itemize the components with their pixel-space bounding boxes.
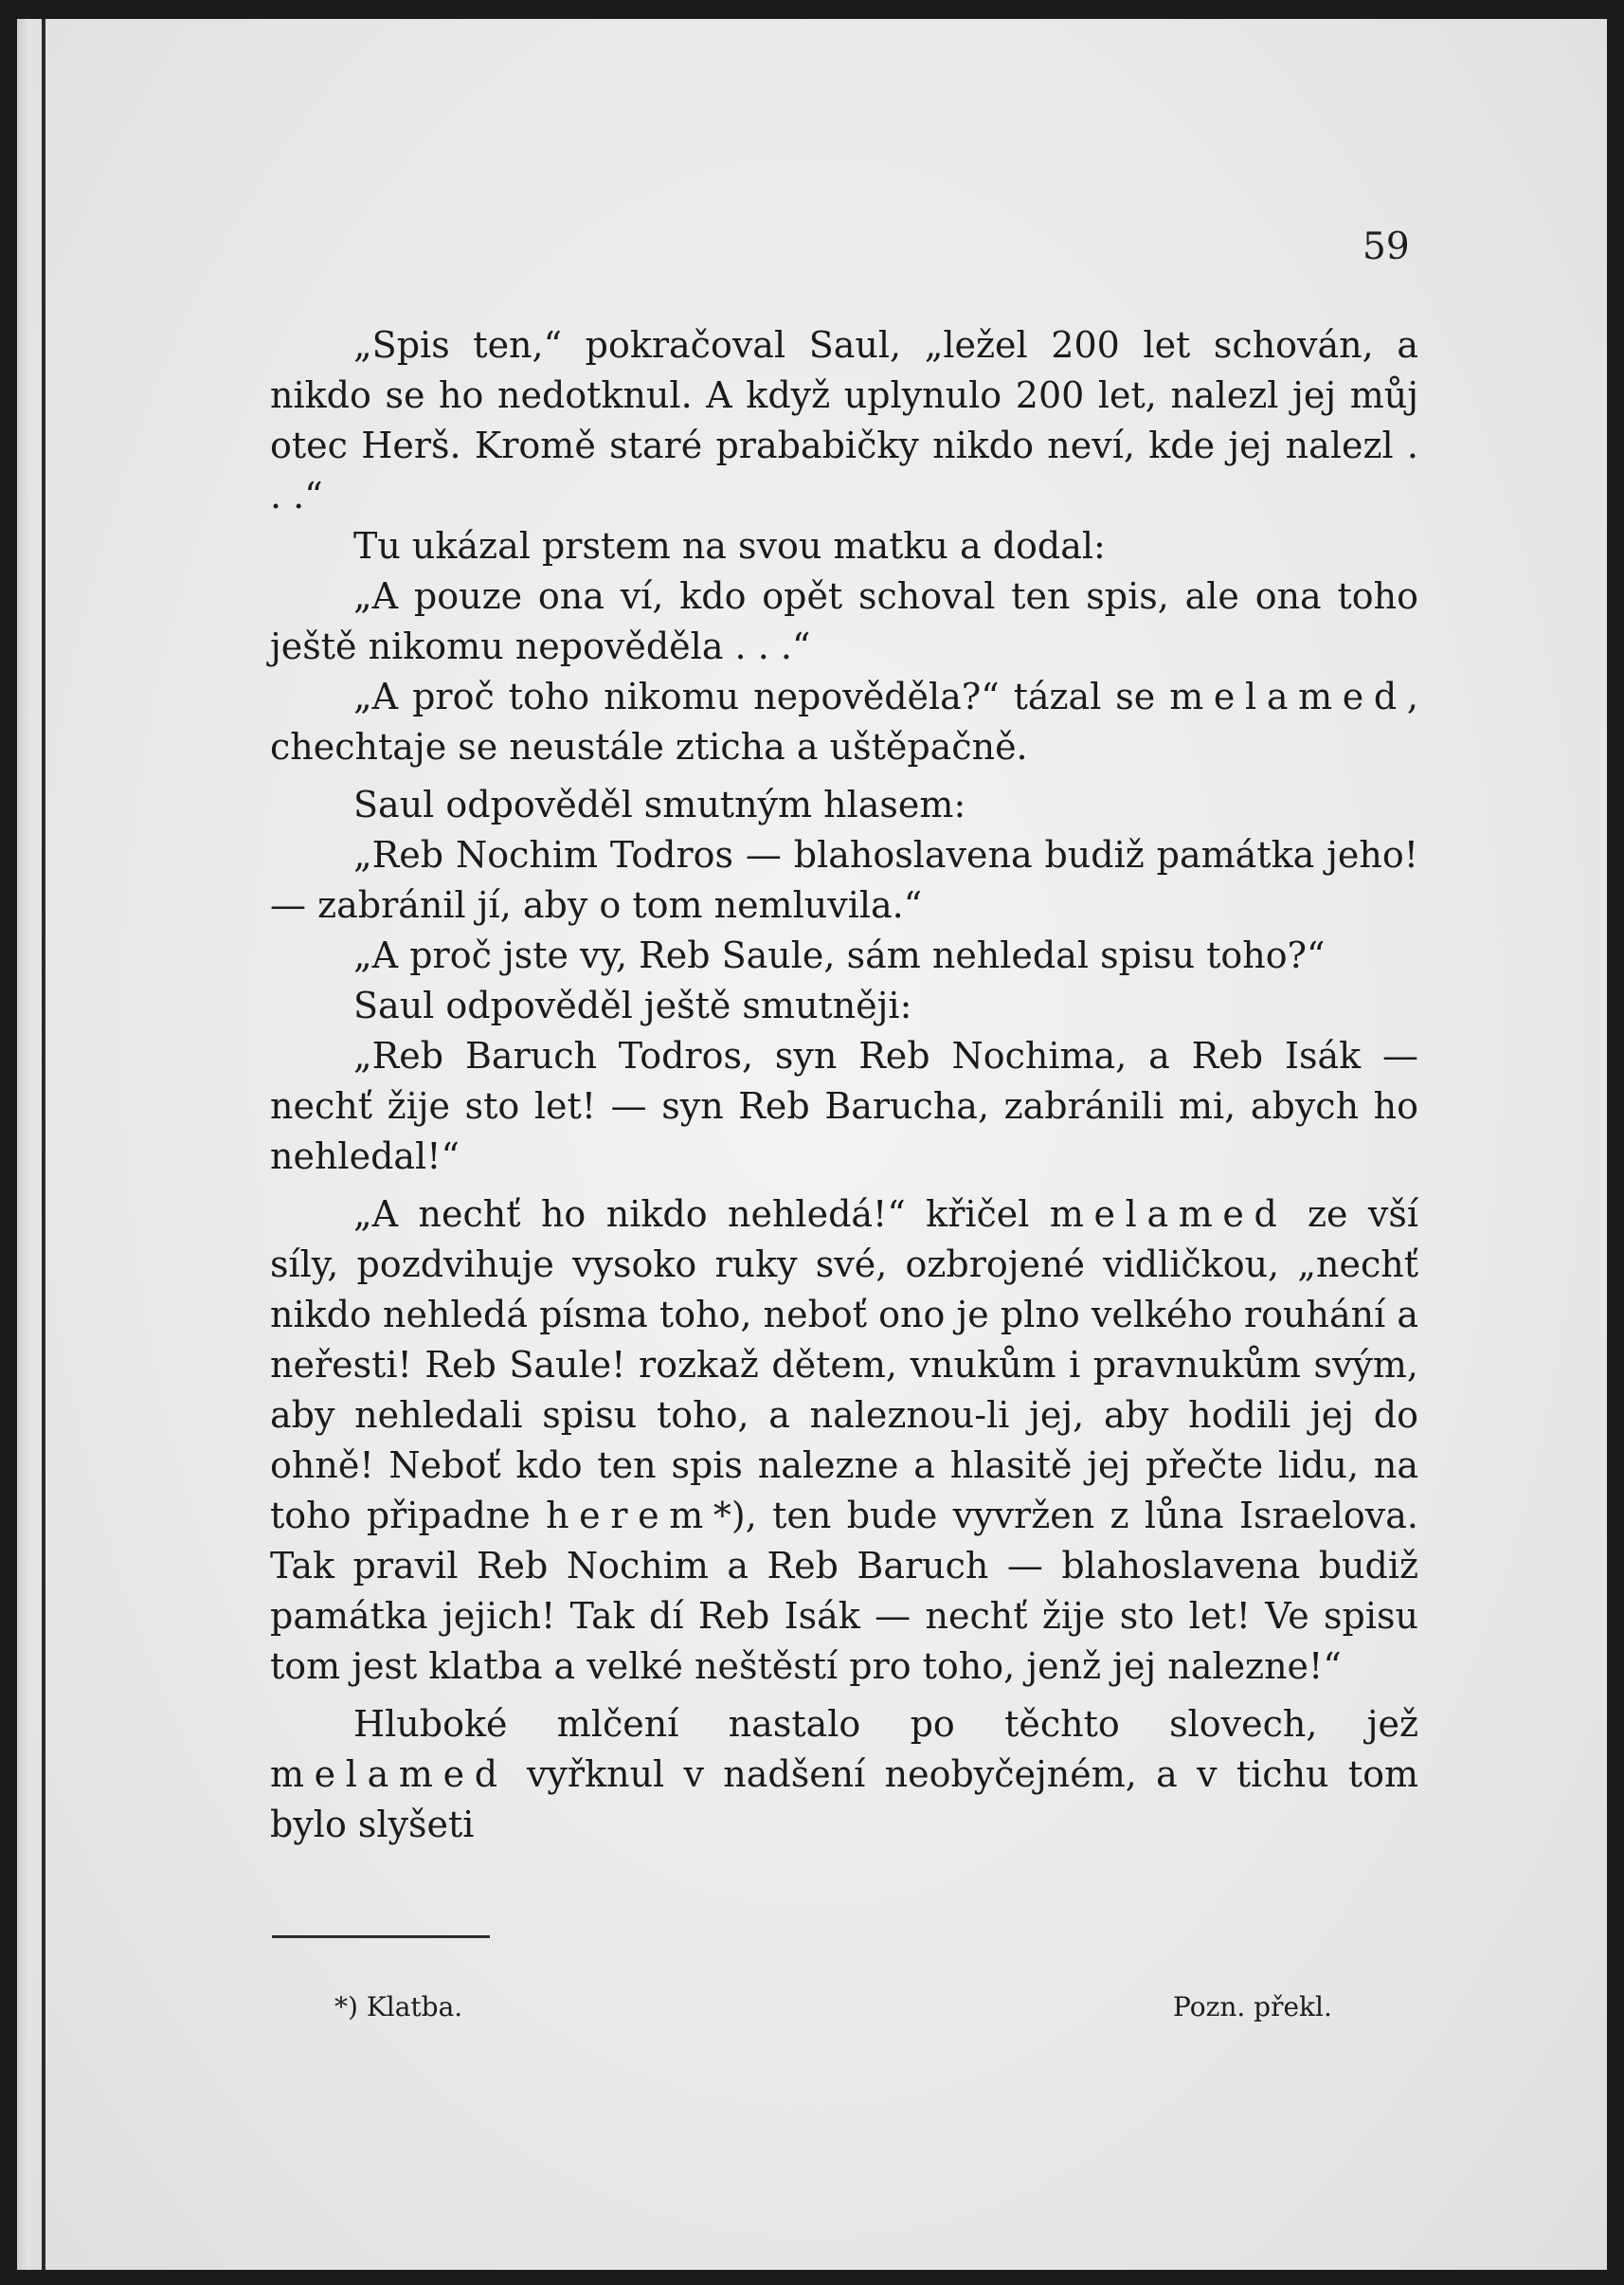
text-run: , chechtaje se neustále zticha a uštěpačně. xyxy=(270,676,1418,768)
text-run: *), ten bude vyvržen z lůna Israelova. Tak pravil Reb Nochim a Reb Baruch — blahoslavena budiž památka jejich! Tak dí Reb Isák — nechť žije sto let! Ve spisu tom jest klatba a velké neštěstí pro toho, jenž jej nalezne!“ xyxy=(270,1495,1418,1687)
translator-note: Pozn. překl. xyxy=(1173,1991,1332,2022)
text-run: Saul odpověděl ještě smutněji: xyxy=(353,985,912,1026)
text-run: „Spis ten,“ pokračoval Saul, „ležel 200 let schován, a nikdo se ho nedotknul. A když uplynulo 200 let, nalezl jej můj otec Herš. Kromě staré prababičky nikdo neví, kde jej nalezl . . .“ xyxy=(270,324,1418,517)
paragraph xyxy=(270,320,1418,521)
page-number: 59 xyxy=(1362,226,1410,268)
text-run: „A pouze ona ví, kdo opět schoval ten spis, ale ona toho ještě nikomu nepověděla . . .“ xyxy=(270,575,1418,667)
paragraph xyxy=(270,521,1418,571)
text-run: „Reb Baruch Todros, syn Reb Nochima, a Reb Isák — nechť žije sto let! — syn Reb Barucha, zabránili mi, abych ho nehledal!“ xyxy=(270,1035,1418,1177)
text-run: „A nechť ho nikdo nehledá!“ křičel xyxy=(353,1193,1050,1235)
text-run: ze vší síly, pozdvihuje vysoko ruky své, ozbrojené vidličkou, „nechť nikdo nehledá písma toho, neboť ono je plno velkého rouhání a neřesti! Reb Saule! rozkaž dětem, vnukům i pravnukům svým, aby nehledali spisu toho, a naleznou-li jej, aby hodili jej do ohně! Neboť kdo ten spis nalezne a hlasitě jej přečte lidu, na toho připadne xyxy=(270,1193,1418,1536)
paragraph xyxy=(270,1699,1418,1850)
spaced-emphasis: herem xyxy=(546,1495,713,1536)
paragraph xyxy=(270,780,1418,830)
spaced-emphasis: melamed xyxy=(270,1753,508,1795)
book-page xyxy=(17,19,1607,2270)
page-edge xyxy=(17,19,30,2270)
text-run: vyřknul v nadšení neobyčejném, a v tichu tom bylo slyšeti xyxy=(270,1753,1418,1845)
text-run: Tu ukázal prstem na svou matku a dodal: xyxy=(353,525,1106,567)
text-run: Saul odpověděl smutným hlasem: xyxy=(353,784,966,825)
paragraph xyxy=(270,571,1418,672)
paragraph xyxy=(270,931,1418,981)
paragraph xyxy=(270,830,1418,931)
footnote-text: *) Klatba. xyxy=(334,1991,463,2022)
footnote-divider xyxy=(272,1935,490,1938)
text-run: „A proč toho nikomu nepověděla?“ tázal se xyxy=(353,676,1170,717)
paragraph xyxy=(270,1189,1418,1692)
spaced-emphasis: melamed xyxy=(1049,1193,1288,1235)
binding-margin-line xyxy=(42,19,45,2270)
text-run: Hluboké mlčení nastalo po těchto slovech, jež xyxy=(353,1703,1418,1745)
paragraph xyxy=(270,1031,1418,1182)
paragraph xyxy=(270,672,1418,772)
body-text xyxy=(270,320,1418,1850)
text-run: „Reb Nochim Todros — blahoslavena budiž památka jeho! — zabránil jí, aby o tom nemluvila.“ xyxy=(270,834,1418,926)
spaced-emphasis: melamed xyxy=(1169,676,1407,717)
paragraph xyxy=(270,981,1418,1031)
text-run: „A proč jste vy, Reb Saule, sám nehledal spisu toho?“ xyxy=(353,934,1326,976)
